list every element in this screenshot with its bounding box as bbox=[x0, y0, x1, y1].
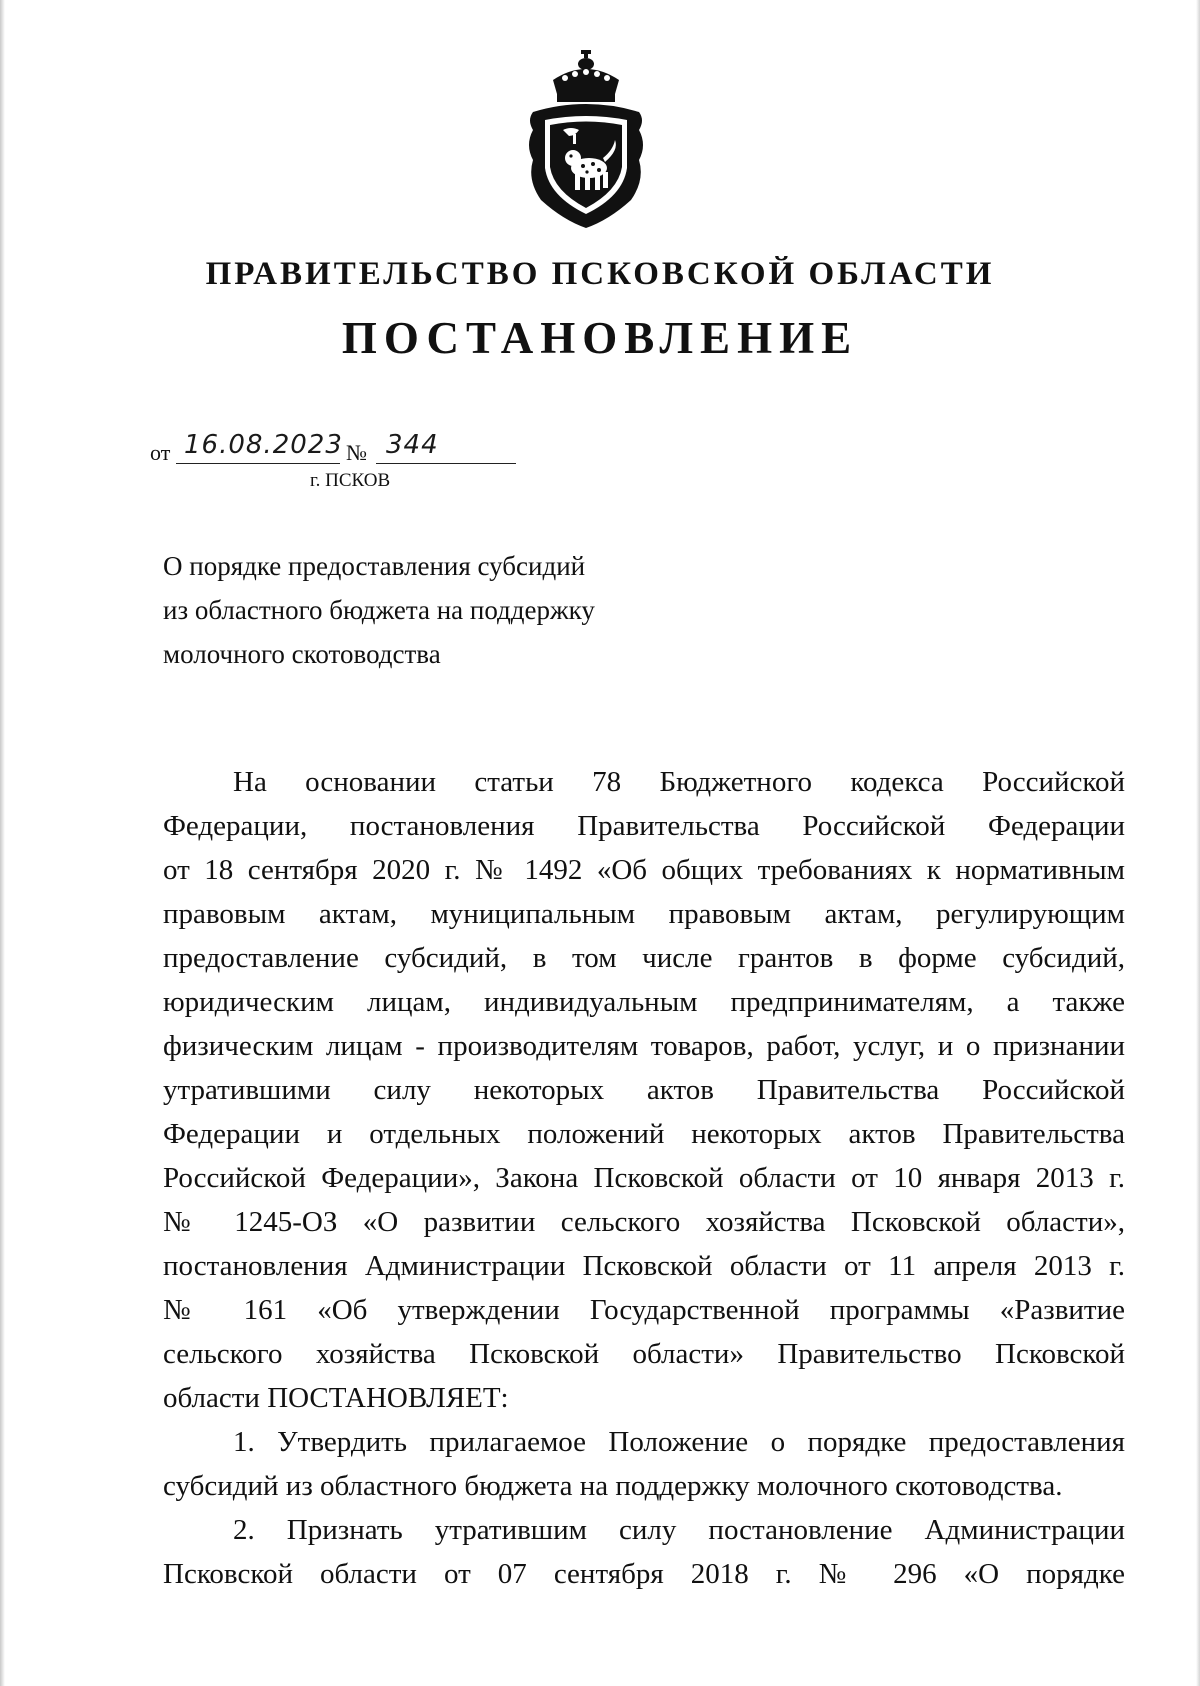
body-line: № 1245-ОЗ «О развитии сельского хозяйства Псковской области», bbox=[163, 1206, 1125, 1238]
body-line: области ПОСТАНОВЛЯЕТ: bbox=[163, 1382, 509, 1414]
subject-line: О порядке предоставления субсидий bbox=[163, 551, 586, 581]
body-line: правовым актам, муниципальным правовым актам, регулирующим bbox=[163, 898, 1125, 930]
handwritten-date: 16.08.2023 bbox=[184, 430, 343, 460]
body-line: сельского хозяйства Псковской области» Правительство Псковской bbox=[163, 1338, 1125, 1370]
date-underline bbox=[176, 463, 340, 464]
date-prefix: от bbox=[150, 440, 171, 465]
body-line: Федерации, постановления Правительства Российской Федерации bbox=[163, 810, 1125, 842]
body-line: предоставление субсидий, в том числе грантов в форме субсидий, bbox=[163, 942, 1125, 974]
body-line: Псковской области от 07 сентября 2018 г. № 296 «О порядке bbox=[163, 1558, 1125, 1590]
date-number-line bbox=[150, 430, 530, 466]
body-line: 1. Утвердить прилагаемое Положение о порядке предоставления bbox=[233, 1426, 1125, 1458]
document-type-title: ПОСТАНОВЛЕНИЕ bbox=[341, 313, 859, 363]
body-line: юридическим лицам, индивидуальным предпринимателям, а также bbox=[163, 986, 1125, 1018]
number-prefix: № bbox=[346, 440, 367, 465]
scan-edge-left bbox=[0, 0, 5, 1686]
body-line: физическим лицам - производителям товаров, работ, услуг, и о признании bbox=[163, 1030, 1125, 1062]
body-line: Российской Федерации», Закона Псковской области от 10 января 2013 г. bbox=[163, 1162, 1125, 1194]
handwritten-number: 344 bbox=[386, 430, 439, 460]
body-line: На основании статьи 78 Бюджетного кодекса Российской bbox=[233, 766, 1125, 798]
organization-title: ПРАВИТЕЛЬСТВО ПСКОВСКОЙ ОБЛАСТИ bbox=[205, 256, 995, 292]
body-line: 2. Признать утратившим силу постановление Администрации bbox=[233, 1514, 1125, 1546]
scan-edge-right bbox=[1196, 0, 1200, 1686]
document-subject bbox=[163, 544, 683, 676]
body-line: от 18 сентября 2020 г. № 1492 «Об общих требованиях к нормативным bbox=[163, 854, 1125, 886]
pskov-coat-of-arms-icon bbox=[523, 50, 649, 230]
body-line: утратившими силу некоторых актов Правительства Российской bbox=[163, 1074, 1125, 1106]
body-line: Федерации и отдельных положений некоторых актов Правительства bbox=[163, 1118, 1125, 1150]
document-body bbox=[163, 760, 1125, 1596]
number-underline bbox=[376, 463, 516, 464]
body-line: субсидий из областного бюджета на поддержку молочного скотоводства. bbox=[163, 1470, 1063, 1502]
subject-line: из областного бюджета на поддержку bbox=[163, 595, 595, 625]
city-label: г. ПСКОВ bbox=[310, 470, 391, 491]
body-line: № 161 «Об утверждении Государственной программы «Развитие bbox=[163, 1294, 1125, 1326]
subject-line: молочного скотоводства bbox=[163, 639, 441, 669]
body-line: постановления Администрации Псковской области от 11 апреля 2013 г. bbox=[163, 1250, 1125, 1282]
